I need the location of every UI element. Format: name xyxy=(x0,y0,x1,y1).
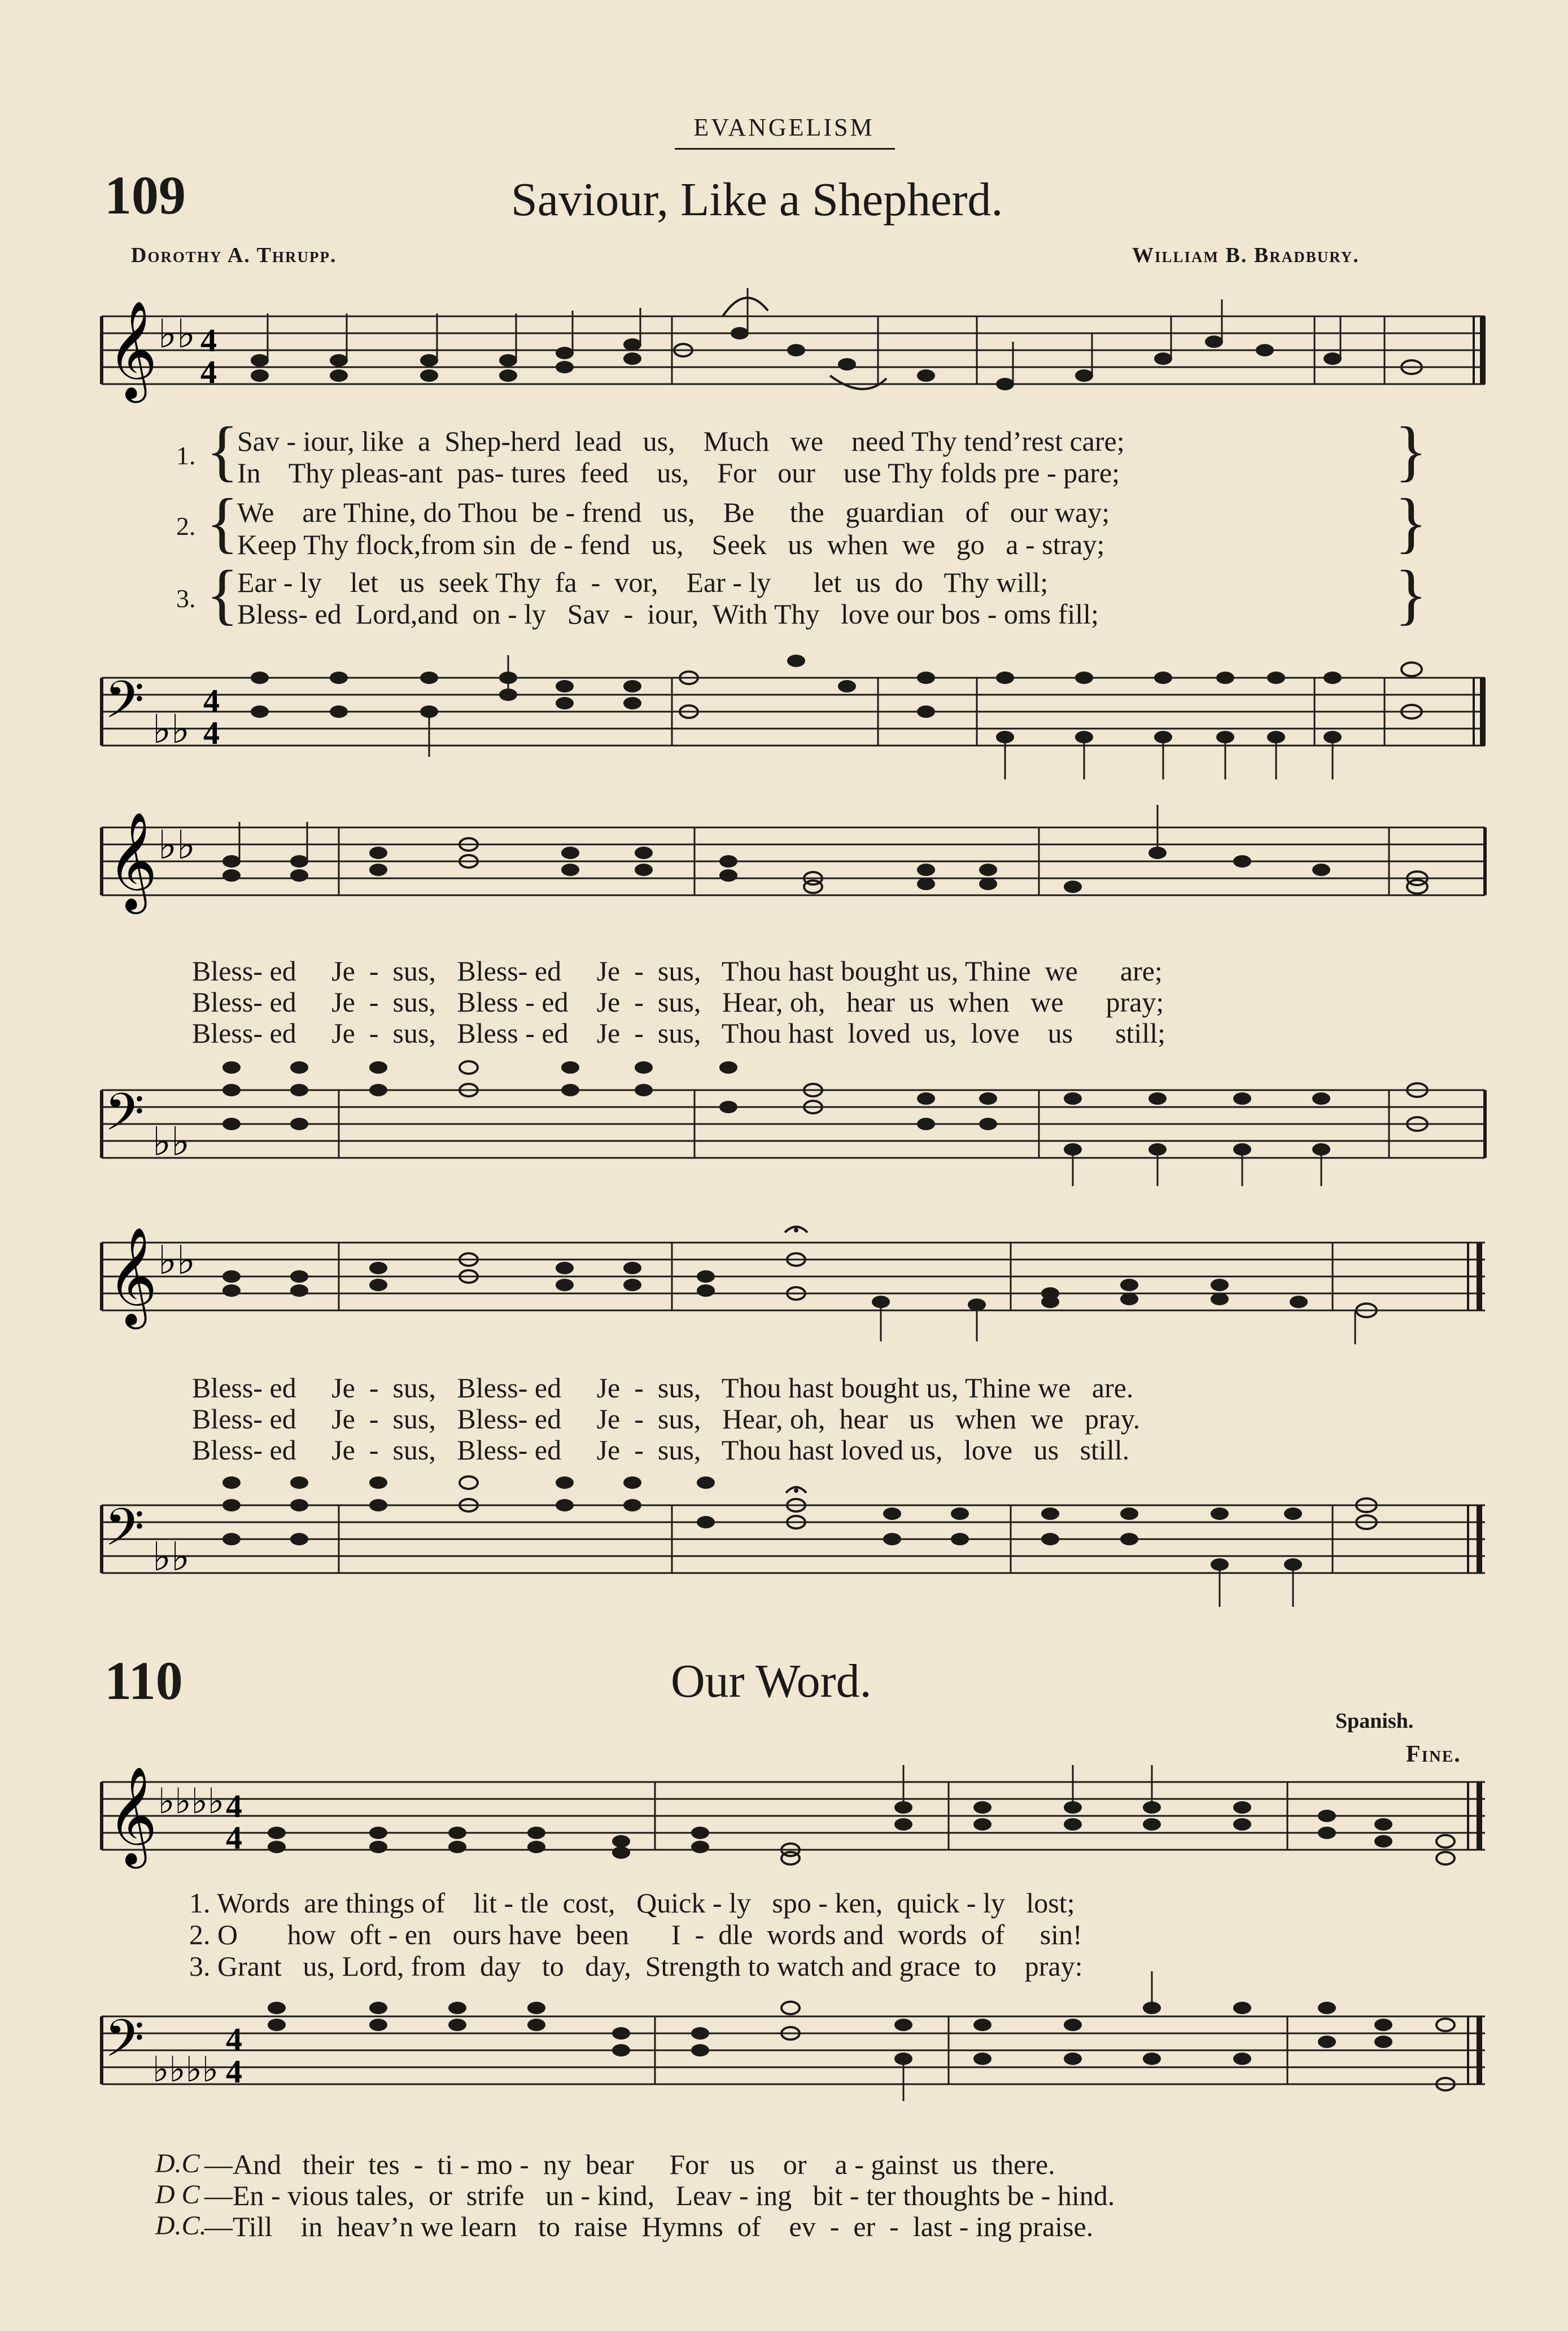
treble-staff-3 xyxy=(90,1220,1491,1344)
svg-text:𝄞: 𝄞 xyxy=(107,812,158,910)
lyric-line: Bless- ed Je - sus, Bless- ed Je - sus, Hear, oh, hear us when we pray. xyxy=(192,1403,1141,1435)
svg-text:♭♭♭♭: ♭♭♭♭ xyxy=(152,2049,219,2090)
svg-text:4: 4 xyxy=(200,354,217,390)
treble-staff-2 xyxy=(90,805,1491,918)
verse-number-1: 1. xyxy=(176,441,196,470)
dc-lyric-line: —Till in heav’n we learn to raise Hymns of ev - er - last - ing praise. xyxy=(204,2211,1094,2242)
treble-staff-110 xyxy=(90,1759,1491,1872)
bass-staff-3 xyxy=(90,1471,1491,1618)
svg-text:𝄢: 𝄢 xyxy=(104,1497,145,1570)
lyric-line: 3. Grant us, Lord, from day to day, Strength to watch and grace to pray: xyxy=(189,1950,1083,1982)
lyric-line: Sav - iour, like a Shep-herd lead us, Much we need Thy tend’rest care; xyxy=(237,425,1125,457)
verse-brace: } xyxy=(1395,413,1427,488)
hymn-composer-109: William B. Bradbury. xyxy=(1132,243,1360,267)
svg-text:4: 4 xyxy=(226,2021,242,2058)
svg-text:4: 4 xyxy=(226,1819,242,1856)
lyric-line: 1. Words are things of lit - tle cost, Quick - ly spo - ken, quick - ly lost; xyxy=(189,1887,1075,1919)
lyric-line: 2. O how oft - en ours have been I - dle words and words of sin! xyxy=(189,1919,1082,1950)
verse-brace: { xyxy=(206,413,239,488)
treble-staff-1 xyxy=(90,294,1491,407)
svg-text:♭♭: ♭♭ xyxy=(158,1237,196,1283)
svg-text:𝄞: 𝄞 xyxy=(107,300,158,399)
verse-number-2: 2. xyxy=(176,512,196,541)
lyric-line: In Thy pleas-ant pas- tures feed us, For our use Thy folds pre - pare; xyxy=(237,457,1120,489)
svg-text:♭♭: ♭♭ xyxy=(152,706,190,752)
verse-brace: { xyxy=(206,556,239,631)
hymn-number-109: 109 xyxy=(104,165,186,225)
svg-text:4: 4 xyxy=(203,682,220,719)
bass-staff-1 xyxy=(90,644,1491,791)
dc-lyric-line: —En - vious tales, or strife un - kind, Leav - ing bit - ter thoughts be - hind. xyxy=(204,2180,1115,2211)
hymn-title-110: Our Word. xyxy=(671,1655,872,1707)
svg-text:4: 4 xyxy=(203,714,220,751)
svg-text:𝄢: 𝄢 xyxy=(104,1082,145,1154)
bass-staff-2 xyxy=(90,1056,1491,1192)
dc-label: D C xyxy=(155,2180,200,2210)
hymn-title-109: Saviour, Like a Shepherd. xyxy=(511,173,1003,226)
lyric-line: Keep Thy flock,from sin de - fend us, Seek us when we go a - stray; xyxy=(237,529,1105,560)
lyric-line: Bless- ed Je - sus, Bless- ed Je - sus, Thou hast bought us, Thine we are. xyxy=(192,1372,1134,1404)
hymn-number-110: 110 xyxy=(104,1650,183,1711)
lyric-line: Bless- ed Lord,and on - ly Sav - iour, With Thy love our bos - oms fill; xyxy=(237,598,1099,630)
svg-text:4: 4 xyxy=(226,2053,242,2090)
svg-text:𝄢: 𝄢 xyxy=(104,2008,145,2081)
svg-text:𝄞: 𝄞 xyxy=(107,1227,158,1325)
lyric-line: Bless- ed Je - sus, Bless- ed Je - sus, Thou hast bought us, Thine we are; xyxy=(192,955,1163,987)
svg-text:♭♭: ♭♭ xyxy=(152,1118,190,1165)
bass-staff-110 xyxy=(90,1983,1491,2118)
svg-text:♭♭: ♭♭ xyxy=(158,822,196,868)
svg-text:𝄢: 𝄢 xyxy=(104,670,145,742)
lyric-line: Bless- ed Je - sus, Bless - ed Je - sus, Thou hast loved us, love us still; xyxy=(192,1017,1165,1049)
svg-text:♭♭: ♭♭ xyxy=(158,311,196,357)
verse-brace: } xyxy=(1395,556,1427,631)
dc-lyric-line: —And their tes - ti - mo - ny bear For us or a - gainst us there. xyxy=(204,2149,1055,2180)
hymn-source-110: Spanish. xyxy=(1335,1709,1414,1733)
lyric-line: Bless- ed Je - sus, Bless - ed Je - sus, Hear, oh, hear us when we pray; xyxy=(192,986,1164,1018)
svg-text:♭♭: ♭♭ xyxy=(152,1533,190,1580)
lyric-line: Ear - ly let us seek Thy fa - vor, Ear - ly let us do Thy will; xyxy=(237,567,1049,598)
lyric-line: We are Thine, do Thou be - frend us, Be the guardian of our way; xyxy=(237,496,1110,528)
fine-marking: Fine. xyxy=(1406,1741,1461,1767)
hymn-author-109: Dorothy A. Thrupp. xyxy=(131,243,337,267)
header-rule xyxy=(675,148,895,150)
lyric-line: Bless- ed Je - sus, Bless- ed Je - sus, Thou hast loved us, love us still. xyxy=(192,1434,1130,1466)
section-header: EVANGELISM xyxy=(693,114,875,141)
svg-text:𝄞: 𝄞 xyxy=(107,1766,158,1864)
dc-label: D.C. xyxy=(155,2211,207,2241)
verse-brace: } xyxy=(1395,485,1427,560)
dc-label: D.C xyxy=(155,2149,200,2178)
verse-number-3: 3. xyxy=(176,584,196,613)
verse-brace: { xyxy=(206,485,239,560)
svg-text:4: 4 xyxy=(226,1788,242,1824)
svg-text:♭♭♭♭: ♭♭♭♭ xyxy=(158,1780,224,1822)
svg-text:4: 4 xyxy=(200,322,217,359)
